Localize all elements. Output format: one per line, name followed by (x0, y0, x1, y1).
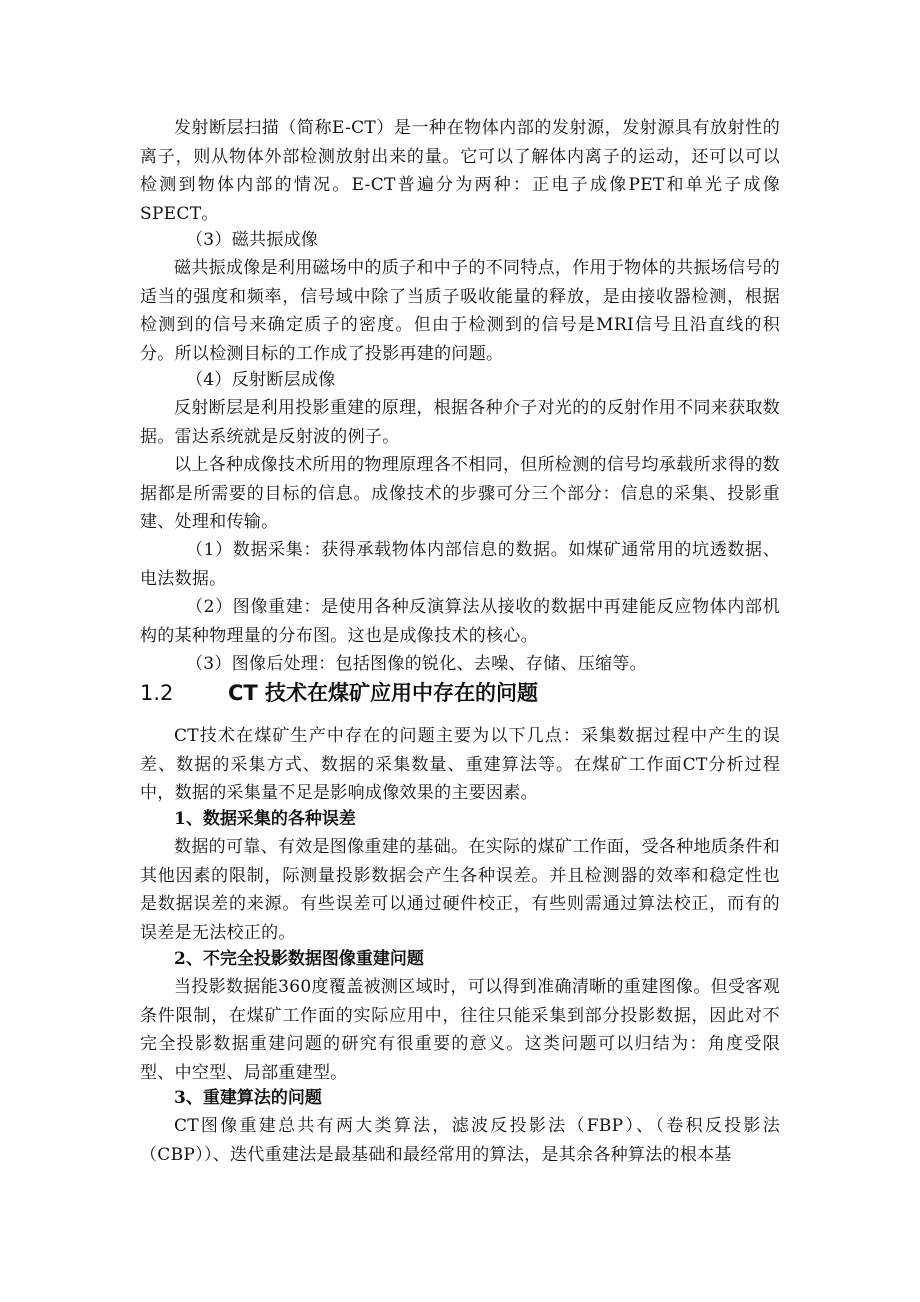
subheading-incomplete-projection: 2、不完全投影数据图像重建问题 (174, 949, 424, 969)
section-title: CT 技术在煤矿应用中存在的问题 (228, 681, 539, 705)
paragraph-acquisition-errors: 数据的可靠、有效是图像重建的基础。在实际的煤矿工作面，受各种地质条件和其他因素的限制，际测量投影数据会产生各种误差。并且检测器的效率和稳定性也是数据误差的来源。有些误差可以通过硬件校正，有些则需通过算法校正，而有的误差是无法校正的。 (140, 837, 780, 943)
step-image-reconstruction: （2）图像重建：是使用各种反演算法从接收的数据中再建能反应物体内部机构的某种物理量的分布图。这也是成像技术的核心。 (140, 597, 780, 646)
section-heading (140, 676, 780, 710)
paragraph-summary: 以上各种成像技术所用的物理原理各不相同，但所检测的信号均承载所求得的数据都是所需要的目标的信息。成像技术的步骤可分三个部分：信息的采集、投影重建、处理和传输。 (140, 455, 780, 532)
paragraph-mri: 磁共振成像是利用磁场中的质子和中子的不同特点，作用于物体的共振场信号的适当的强度和频率，信号域中除了当质子吸收能量的释放，是由接收器检测，根据检测到的信号来确定质子的密度。但由于检测到的信号是MRI信号且沿直线的积分。所以检测目标的工作成了投影再建的问题。 (140, 258, 780, 364)
paragraph-reconstruction-algorithm: CT图像重建总共有两大类算法，滤波反投影法（FBP）、（卷积反投影法（CBP））、迭代重建法是最基础和最经常用的算法，是其余各种算法的根本基 (140, 1116, 780, 1165)
paragraph-reflection: 反射断层是利用投影重建的原理，根据各种介子对光的的反射作用不同来获取数据。雷达系统就是反射波的例子。 (140, 398, 780, 447)
subheading-acquisition-errors: 1、数据采集的各种误差 (174, 809, 356, 829)
item-reflection-label: （4）反射断层成像 (186, 370, 336, 390)
subheading-reconstruction-algorithm: 3、重建算法的问题 (174, 1088, 322, 1108)
paragraph-ect: 发射断层扫描（简称E-CT）是一种在物体内部的发射源，发射源具有放射性的离子，则从物体外部检测放射出来的量。它可以了解体内离子的运动，还可以可以检测到物体内部的情况。E-CT普遍分为两种：正电子成像PET和单光子成像SPECT。 (140, 118, 780, 224)
section-number: 1.2 (140, 681, 174, 705)
paragraph-incomplete-projection: 当投影数据能360度覆盖被测区域时，可以得到准确清晰的重建图像。但受客观条件限制，在煤矿工作面的实际应用中，往往只能采集到部分投影数据，因此对不完全投影数据重建问题的研究有很重要的意义。这类问题可以归结为：角度受限型、中空型、局部重建型。 (140, 977, 780, 1083)
step-data-acquisition: （1）数据采集：获得承载物体内部信息的数据。如煤矿通常用的坑透数据、电法数据。 (140, 540, 780, 589)
item-mri-label: （3）磁共振成像 (186, 230, 319, 250)
section-intro: CT技术在煤矿生产中存在的问题主要为以下几点：采集数据过程中产生的误差、数据的采集方式、数据的采集数量、重建算法等。在煤矿工作面CT分析过程中，数据的采集量不足是影响成像效果的主要因素。 (140, 726, 780, 803)
step-post-processing: （3）图像后处理：包括图像的锐化、去噪、存储、压缩等。 (186, 654, 647, 674)
